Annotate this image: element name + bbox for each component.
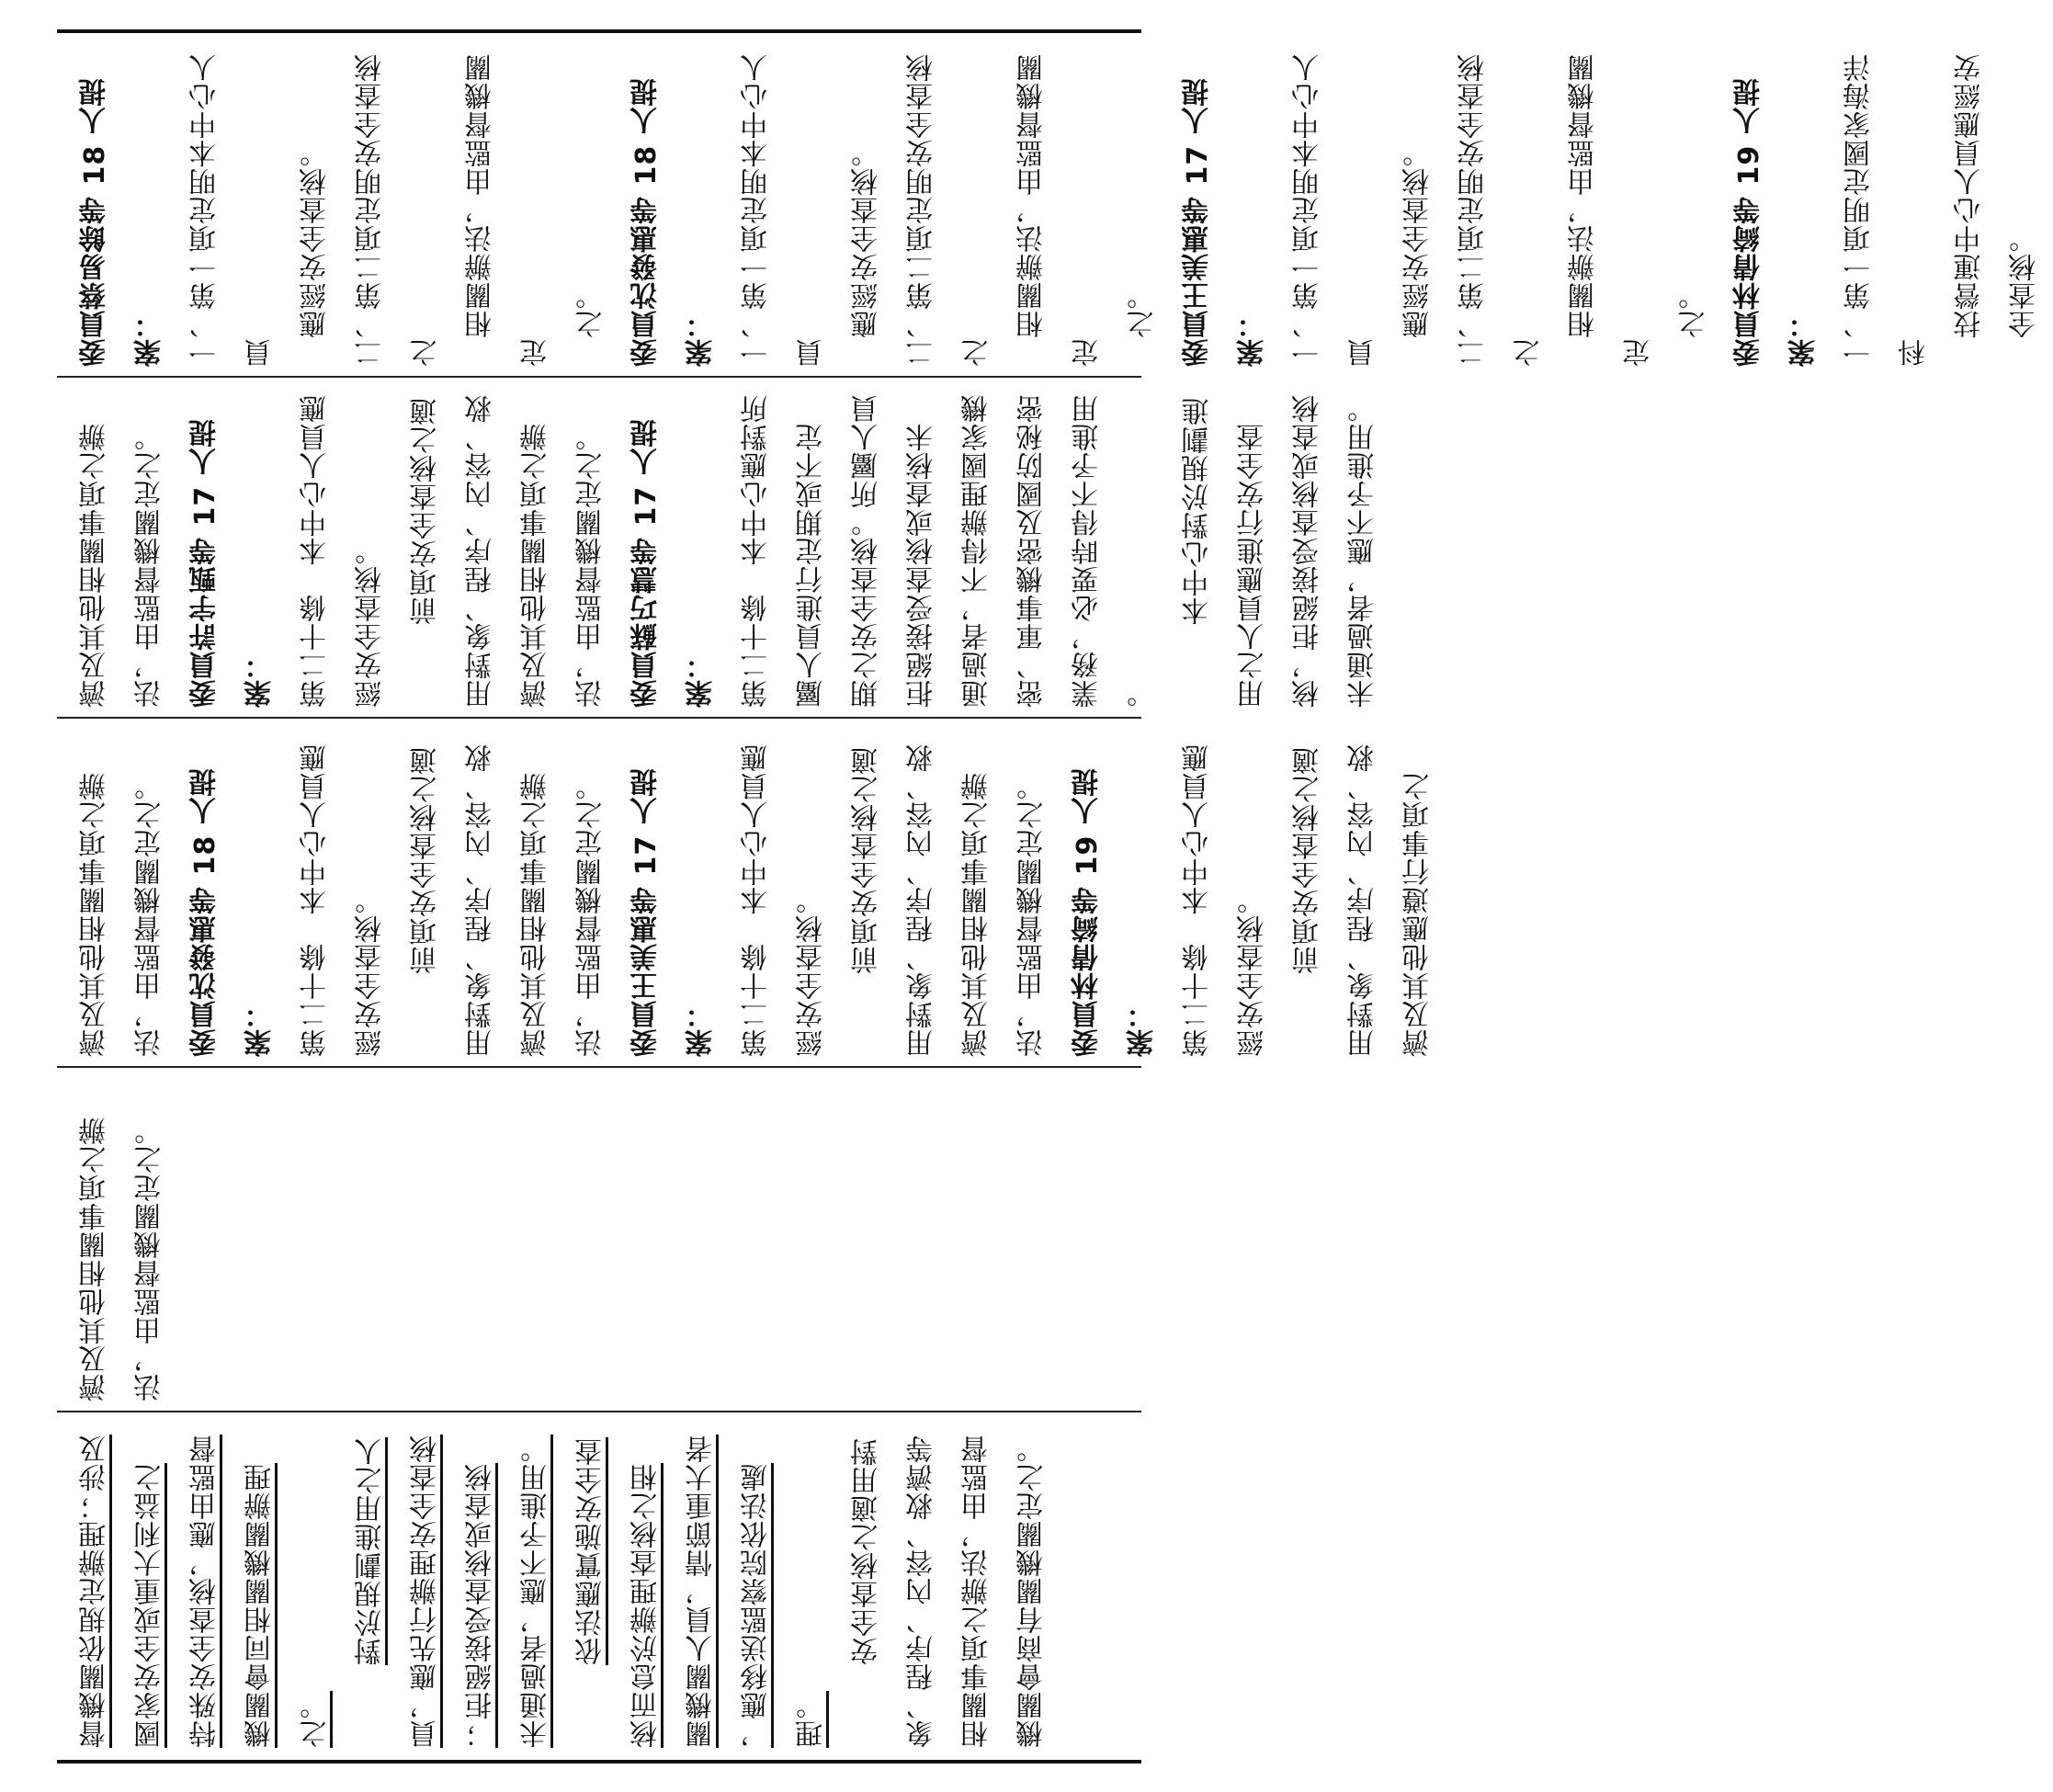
text-column-4 — [57, 1071, 1141, 1411]
text-line: 一、第一項定明本中心人員 — [189, 53, 277, 367]
text-line: 本中心對於規劃進 — [1182, 397, 1214, 625]
text-line: 依法應實施安全查 — [575, 1437, 607, 1665]
text-line: 法，由監督機關定之。 — [134, 423, 166, 708]
text-column-2 — [57, 380, 1379, 717]
text-line: 之。 — [575, 281, 607, 367]
text-line: 拒絕接受查核或查核未 — [906, 423, 938, 708]
text-line: 用對象、程序、內容、救 — [1347, 743, 1379, 1057]
text-line: 濟及其他相關事項之辦 — [520, 772, 552, 1057]
text-line: 核而怠於辦理查核之相 — [630, 1463, 663, 1748]
text-line: 機關會同相關機關辦理 — [244, 1463, 277, 1748]
proposal-heading: 委員王美惠等 17 人提案： — [1182, 77, 1269, 367]
divider — [57, 717, 1141, 719]
text-line: 。 — [1127, 679, 1159, 708]
text-line: 相關辦法，由監督機關定 — [465, 53, 552, 367]
text-line: 二、第二項定明安全查核之 — [1458, 53, 1545, 367]
text-line: 用對象、程序、內容、救 — [465, 394, 497, 708]
text-line: 相關辦法，由監督機關定 — [1568, 53, 1655, 367]
text-line: 第二十條 本中心人員應 — [300, 743, 332, 1057]
text-line: 之。 — [1678, 281, 1710, 367]
proposal-heading: 委員蔡易餘等 18 人提案： — [79, 77, 166, 367]
section-col2 — [57, 380, 1379, 717]
text-line: 未通過者，應不予進用。 — [520, 1435, 552, 1748]
text-line: 用對象、程序、內容、救 — [465, 743, 497, 1057]
text-line: 法，由監督機關定之。 — [575, 423, 607, 708]
text-line: 經安全查核。 — [355, 886, 387, 1057]
text-line: 前項安全查核之適 — [410, 397, 442, 625]
section-col3 — [57, 721, 1435, 1066]
text-line: ，應移送監察院依法處 — [741, 1463, 773, 1748]
text-line: 理。 — [796, 1691, 828, 1748]
text-line: ；拒絕接受查核或查核 — [465, 1463, 497, 1748]
text-line: 安全查核之適用對 — [851, 1437, 883, 1665]
text-line: 業務，必要時得不予進用 — [1072, 394, 1104, 708]
text-line: 濟及其他相關事項之辦 — [961, 772, 993, 1057]
text-line: 第二十條 本中心人員應 — [300, 394, 332, 708]
text-column-1 — [57, 35, 2041, 376]
text-line: 機關會商有關機關定之。 — [1016, 1435, 1049, 1748]
text-line: 對於規劃進用之人 — [355, 1437, 387, 1665]
proposal-heading: 委員沈發惠等 18 人提案： — [189, 767, 277, 1057]
text-line: 技營運中心人員應經安 — [1954, 53, 1986, 367]
section-col5 — [57, 1415, 1141, 1757]
text-line: 法，由監督機關定之。 — [575, 772, 607, 1057]
divider — [57, 1411, 1141, 1412]
text-line: 未通過者，應不予進用。 — [1347, 394, 1379, 708]
text-line: 屬人員進行定期或不定 — [796, 423, 828, 708]
text-line: 之。 — [1127, 281, 1159, 367]
text-line: 一、第一項定明本中心人員 — [1292, 53, 1379, 367]
text-line: 濟及其他相關事項之辦 — [79, 1117, 111, 1401]
text-line: 之。 — [300, 1691, 332, 1748]
divider — [57, 1066, 1141, 1068]
text-line: 法，由監督機關定之。 — [134, 772, 166, 1057]
text-line: 象、程序、內容、救濟等 — [906, 1435, 938, 1748]
text-line: 濟及其他相關事項之辦 — [79, 772, 111, 1057]
proposal-heading: 委員沈發惠等 18 人提案： — [630, 77, 718, 367]
text-line: 全查核。 — [2009, 224, 2041, 367]
bottom-rule — [57, 1760, 1141, 1764]
section-col1 — [57, 35, 2041, 376]
text-line: 濟及其他應遵行事項之 — [1402, 772, 1435, 1057]
text-line: 密、軍事機密及國防秘密 — [1016, 394, 1049, 708]
proposal-heading: 委員蘇巧慧等 17 人提案： — [630, 418, 718, 708]
proposal-heading: 委員王美惠等 17 人提案： — [630, 767, 718, 1057]
text-line: 期之安全查核。所屬人員 — [851, 394, 883, 708]
proposal-heading: 委員林倩綺等 19 人提案： — [1733, 77, 1820, 367]
proposal-heading: 委員林倩綺等 19 人提案： — [1072, 767, 1159, 1057]
text-line: 應經安全查核。 — [1402, 139, 1435, 367]
proposal-heading: 委員許宇甄等 17 人提案： — [189, 418, 277, 708]
text-line: 第二十條 本中心人員應 — [741, 743, 773, 1057]
text-column-5 — [57, 1415, 1141, 1757]
text-line: 相關辦法，由監督機關定 — [1016, 53, 1104, 367]
text-line: 應經安全查核。 — [300, 139, 332, 367]
text-line: 核，拒絕接受查核或查核 — [1292, 394, 1324, 708]
text-line: 通過者，不得辦理國家機 — [961, 394, 993, 708]
text-line: 法，由監督機關定之。 — [134, 1117, 166, 1401]
text-line: 國家安全或重大利益之 — [134, 1463, 166, 1748]
text-line: 經安全查核。 — [1237, 886, 1269, 1057]
text-line: 一、第一項明定國家海洋科 — [1843, 53, 1931, 367]
text-line: 特殊安全查核，應由監督 — [189, 1435, 221, 1748]
text-line: 用對象、程序、內容、救 — [906, 743, 938, 1057]
text-line: 濟及其他相關事項之辦 — [520, 423, 552, 708]
text-line: 員，應先行辦理安全查核 — [410, 1435, 442, 1748]
text-line: 第二十條 本中心人員應 — [1182, 743, 1214, 1057]
text-line: 經安全查核。 — [796, 886, 828, 1057]
text-line: 法，由監督機關定之。 — [1016, 772, 1049, 1057]
section-col4 — [57, 1071, 1141, 1411]
text-column-3 — [57, 721, 1435, 1066]
text-line: 前項安全查核之適 — [410, 746, 442, 974]
top-rule — [57, 29, 1141, 33]
text-line: 經安全查核。 — [355, 537, 387, 708]
text-line: 濟及其他相關事項之辦 — [79, 423, 111, 708]
divider — [57, 376, 1141, 378]
text-line: 第二十條 本中心應對所 — [741, 394, 773, 708]
text-line: 用之人員應進行安全查 — [1237, 423, 1269, 708]
text-line: 前項安全查核之適 — [851, 746, 883, 974]
text-line: 督機關依規定辦理；涉及 — [79, 1435, 111, 1748]
text-line: 相關事項之辦法，由監督 — [961, 1435, 993, 1748]
text-line: 一、第一項定明本中心人員 — [741, 53, 828, 367]
text-line: 二、第二項定明安全查核之 — [355, 53, 442, 367]
text-line: 應經安全查核。 — [851, 139, 883, 367]
text-line: 前項安全查核之適 — [1292, 746, 1324, 974]
text-line: 二、第二項定明安全查核之 — [906, 53, 993, 367]
text-line: 關機關人員，情節重大者 — [686, 1435, 718, 1748]
